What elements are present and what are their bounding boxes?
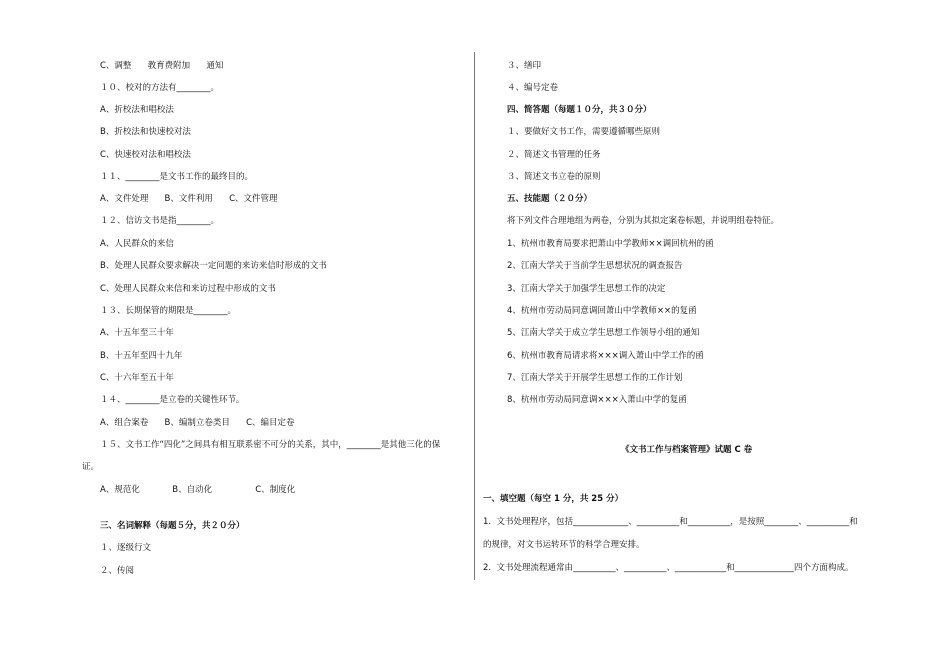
left-text-line: １３、长期保管的期限是________。	[100, 306, 237, 316]
right-text-line: 《文书工作与档案管理》试题 C 卷	[621, 445, 753, 455]
right-text-line: 1、杭州市教育局要求把萧山中学教师××调回杭州的函	[507, 239, 714, 249]
right-text-line: 6、杭州市教育局请求将×××调入萧山中学工作的函	[507, 351, 704, 361]
left-text-line: 证。	[82, 462, 100, 472]
left-text-line: １１、________是文书工作的最终目的。	[100, 172, 254, 182]
right-text-line: １、要做好文书工作，需要遵循哪些原则	[507, 127, 661, 137]
left-text-line: C、快速校对法和唱校法	[100, 150, 191, 160]
left-text-line: ２、传阅	[100, 566, 135, 576]
right-text-line: 4、杭州市劳动局同意调回萧山中学教师××的复函	[507, 306, 697, 316]
left-text-line: C、处理人民群众来信和来访过程中形成的文书	[100, 284, 276, 294]
left-text-line: B、十五年至四十九年	[100, 351, 183, 361]
right-text-line: 7、江南大学关于开展学生思想工作的工作计划	[507, 373, 683, 383]
right-text-line: ３、简述文书立卷的原则	[507, 172, 601, 182]
left-text-line: B、处理人民群众要求解决一定问题的来访来信时形成的文书	[100, 261, 327, 271]
right-text-line: 1. 文书处理程序，包括_____________、__________和__________，是按照________、__________和	[483, 517, 858, 527]
right-text-line: ４、编号定卷	[507, 83, 559, 93]
left-text-line: A、规范化 B、自动化 C、制度化	[100, 485, 296, 495]
right-text-line: 2. 文书处理流程通常由__________、__________、____________和______________四个方面构成。	[483, 563, 854, 573]
left-text-line: C、十六年至五十年	[100, 373, 174, 383]
column-divider	[474, 52, 475, 580]
right-text-line: ３、缮印	[507, 61, 542, 71]
left-text-line: １４、________是立卷的关键性环节。	[100, 395, 245, 405]
left-text-line: １５、文书工作“四化”之间具有相互联系密不可分的关系，其中，________是其他三化的保	[100, 440, 441, 450]
left-text-line: A、十五年至三十年	[100, 328, 174, 338]
right-text-line: 5、江南大学关于成立学生思想工作领导小组的通知	[507, 328, 700, 338]
left-text-line: B、折校法和快速校对法	[100, 127, 191, 137]
right-text-line: 8、杭州市劳动局同意调×××入萧山中学的复函	[507, 395, 687, 405]
right-text-line: 五、技能题（２０分）	[507, 194, 593, 204]
left-text-line: １、逐级行文	[100, 543, 152, 553]
left-text-line: １０、校对的方法有________。	[100, 83, 220, 93]
right-text-line: 一、填空题（每空 1 分，共 25 分）	[483, 494, 624, 504]
left-text-line: A、人民群众的来信	[100, 239, 174, 249]
left-text-line: A、折校法和唱校法	[100, 105, 174, 115]
left-text-line: A、文件处理 B、文件利用 C、文件管理	[100, 194, 278, 204]
left-text-line: １２、信访文书是指________。	[100, 216, 220, 226]
right-text-line: 2、江南大学关于当前学生思想状况的调查报告	[507, 261, 683, 271]
right-text-line: 四、简答题（每题１０分，共３０分）	[507, 105, 652, 115]
left-text-line: A、组合案卷 B、编制立卷类目 C、编目定卷	[100, 418, 295, 428]
right-text-line: 将下列文件合理地组为两卷，分别为其拟定案卷标题，并说明组卷特征。	[507, 216, 780, 226]
left-text-line: C、调整 教育费附加 通知	[100, 61, 224, 71]
right-text-line: ２、简述文书管理的任务	[507, 150, 601, 160]
right-text-line: 3、江南大学关于加强学生思想工作的决定	[507, 284, 666, 294]
left-text-line: 三、名词解释（每题５分，共２０分）	[100, 521, 245, 531]
right-text-line: 的规律，对文书运转环节的科学合理安排。	[483, 540, 645, 550]
